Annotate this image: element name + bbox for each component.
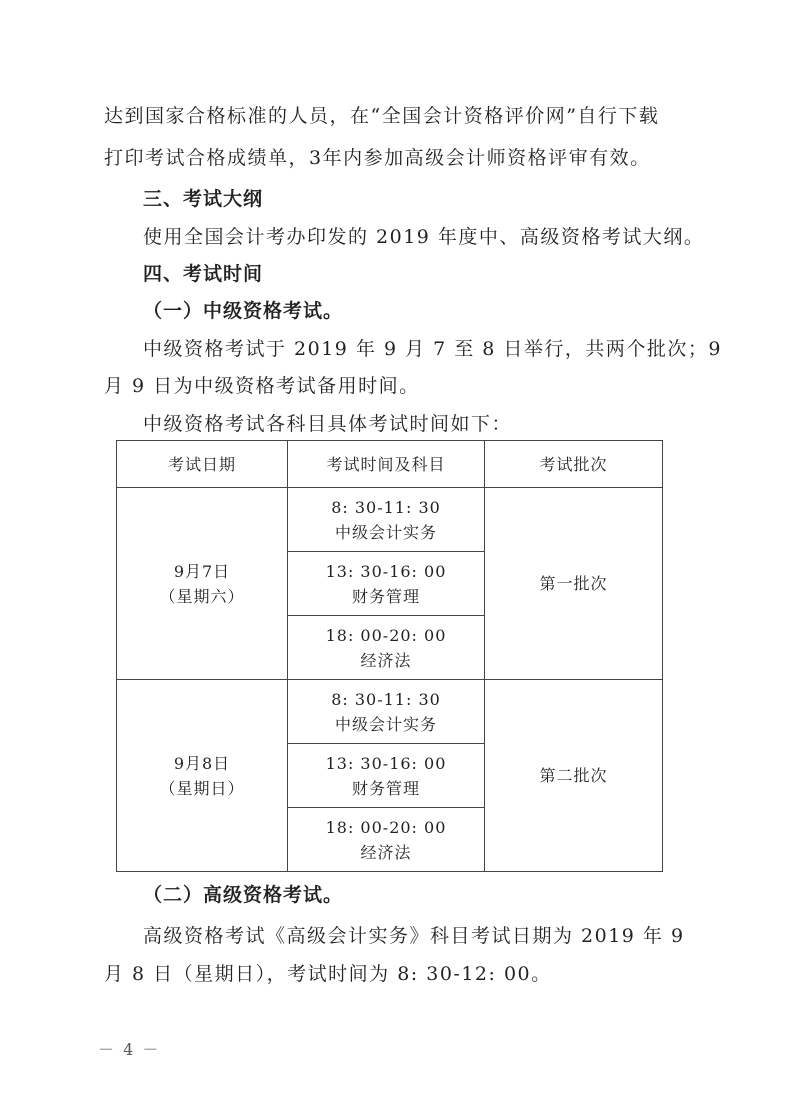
paragraph-line: 月 9 日为中级资格考试备用时间。: [104, 375, 420, 397]
header-exam-batch: 考试批次: [485, 441, 663, 488]
paragraph-line: 中级资格考试于 2019 年 9 月 7 至 8 日举行，共两个批次；9: [143, 338, 723, 360]
slot-time: 18: 00-20: 00: [325, 625, 447, 645]
slot-time: 18: 00-20: 00: [325, 817, 447, 837]
table-row: [117, 680, 663, 744]
slot-time: 13: 30-16: 00: [325, 561, 447, 581]
table-caption: 中级资格考试各科目具体考试时间如下：: [143, 413, 513, 435]
header-exam-date: 考试日期: [117, 441, 288, 488]
slot-cell: [288, 488, 485, 552]
slot-subject: 财务管理: [351, 586, 420, 606]
date-cell: [117, 680, 288, 872]
slot-subject: 中级会计实务: [334, 522, 437, 542]
slot-subject: 经济法: [360, 650, 412, 670]
page-number: － 4 －: [98, 1040, 161, 1059]
paragraph-line: 达到国家合格标准的人员，在“全国会计资格评价网”自行下载: [104, 105, 660, 127]
date-text: 9月7日: [173, 561, 231, 581]
header-exam-time-subject: 考试时间及科目: [288, 441, 485, 488]
paragraph-line: 打印考试合格成绩单，3年内参加高级会计师资格评审有效。: [104, 147, 651, 169]
batch-cell: 第二批次: [485, 680, 663, 872]
paragraph-line: 月 8 日（星期日），考试时间为 8: 30-12: 00。: [104, 963, 552, 985]
slot-subject: 中级会计实务: [334, 714, 437, 734]
exam-schedule-table: [116, 440, 663, 872]
subsection-heading-intermediate: （一）中级资格考试。: [143, 300, 344, 322]
slot-subject: 财务管理: [351, 778, 420, 798]
slot-cell: [288, 744, 485, 808]
slot-time: 13: 30-16: 00: [325, 753, 447, 773]
slot-cell: [288, 808, 485, 872]
batch-cell: 第一批次: [485, 488, 663, 680]
paragraph-line: 高级资格考试《高级会计实务》科目考试日期为 2019 年 9: [143, 925, 685, 947]
paragraph-line: 使用全国会计考办印发的 2019 年度中、高级资格考试大纲。: [143, 226, 705, 248]
table-header-row: [117, 441, 663, 488]
date-text: 9月8日: [173, 753, 231, 773]
slot-subject: 经济法: [360, 842, 412, 862]
section-heading-exam-time: 四、考试时间: [143, 263, 264, 285]
slot-time: 8: 30-11: 30: [331, 497, 441, 517]
subsection-heading-senior: （二）高级资格考试。: [143, 884, 344, 906]
weekday-text: （星期六）: [159, 586, 245, 606]
slot-time: 8: 30-11: 30: [331, 689, 441, 709]
slot-cell: [288, 552, 485, 616]
slot-cell: [288, 680, 485, 744]
date-cell: [117, 488, 288, 680]
section-heading-outline: 三、考试大纲: [143, 188, 264, 210]
slot-cell: [288, 616, 485, 680]
table-row: [117, 488, 663, 552]
weekday-text: （星期日）: [159, 778, 245, 798]
